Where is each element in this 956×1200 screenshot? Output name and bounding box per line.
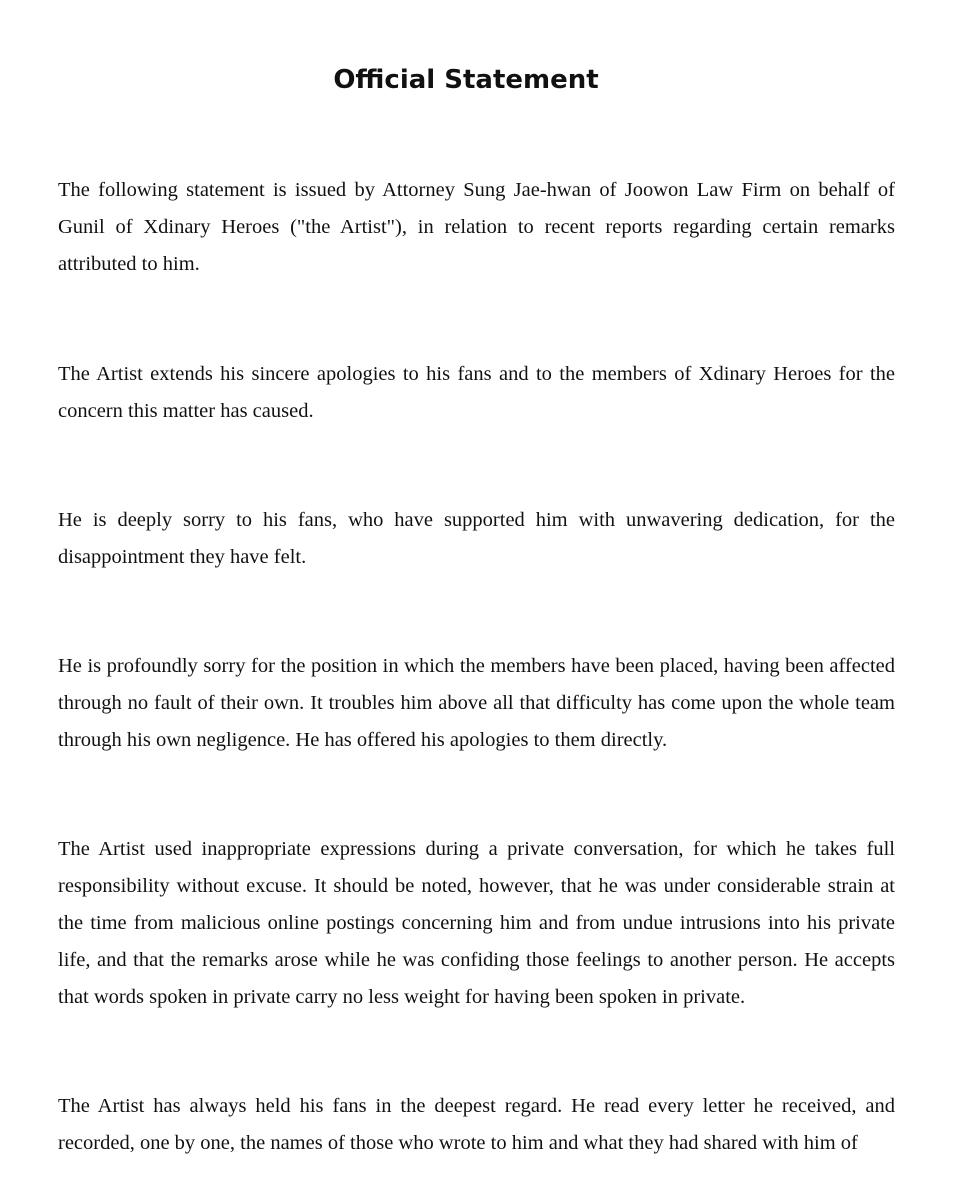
statement-paragraph-6: The Artist has always held his fans in the deepest regard. He read every letter he received, and recorded, one by one, the names of those who wrote to him and what they had shared with him of (58, 1095, 895, 1154)
statement-paragraph-2: The Artist extends his sincere apologies to his fans and to the members of Xdinary Heroes for the concern this matter has caused. (58, 363, 895, 422)
statement-paragraph-1: The following statement is issued by Attorney Sung Jae-hwan of Joowon Law Firm on behalf of Gunil of Xdinary Heroes ("the Artist"), in relation to recent reports regarding certain remarks attributed to him. (58, 179, 895, 275)
statement-paragraph-5: The Artist used inappropriate expressions during a private conversation, for which he takes full responsibility without excuse. It should be noted, however, that he was under considerable strain at the time from malicious online postings concerning him and from undue intrusions into his private life, and that the remarks arose while he was confiding those feelings to another person. He accepts that words spoken in private carry no less weight for having been spoken in private. (58, 838, 895, 1008)
statement-paragraph-4: He is profoundly sorry for the position in which the members have been placed, having been affected through no fault of their own. It troubles him above all that difficulty has come upon the whole team through his own negligence. He has offered his apologies to them directly. (58, 655, 895, 751)
statement-paragraph-3: He is deeply sorry to his fans, who have supported him with unwavering dedication, for the disappointment they have felt. (58, 509, 895, 568)
document-title: Official Statement (333, 65, 599, 95)
